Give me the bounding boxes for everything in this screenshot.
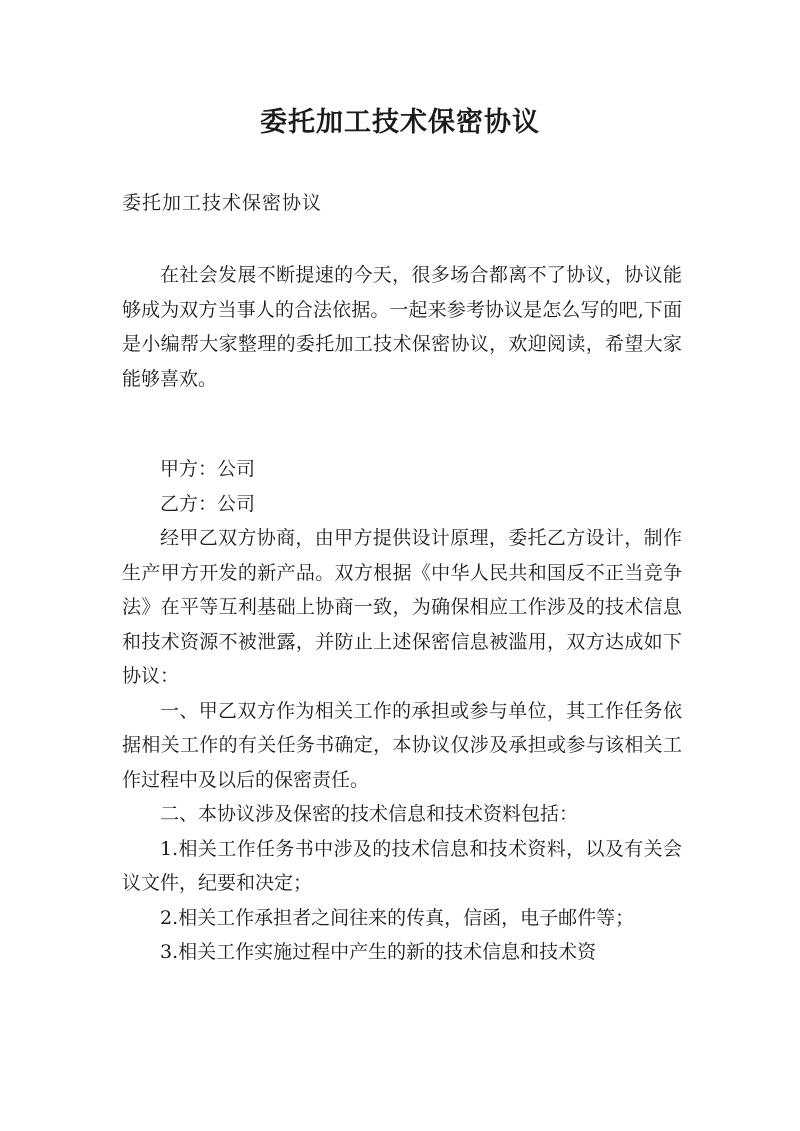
- intro-paragraph: 在社会发展不断提速的今天，很多场合都离不了协议，协议能够成为双方当事人的合法依据。一起来参考协议是怎么写的吧,下面是小编帮大家整理的委托加工技术保密协议，欢迎阅读，希望大家能够喜欢。: [122, 264, 682, 390]
- party-b-line: 乙方：公司: [160, 492, 256, 515]
- document-subtitle: 委托加工技术保密协议: [122, 192, 323, 214]
- agreement-body: [122, 452, 682, 970]
- preamble-paragraph: 经甲乙双方协商，由甲方提供设计原理，委托乙方设计，制作生产甲方开发的新产品。双方根据《中华人民共和国反不正当竞争法》在平等互利基础上协商一致，为确保相应工作涉及的技术信息和技术资源不被泄露，并防止上述保密信息被滥用，双方达成如下协议：: [122, 527, 682, 687]
- clause-one: 一、甲乙双方作为相关工作的承担或参与单位，其工作任务依据相关工作的有关任务书确定，本协议仅涉及承担或参与该相关工作过程中及以后的保密责任。: [122, 699, 682, 791]
- intro-section: [122, 258, 682, 396]
- clause-two-item-3: 3.相关工作实施过程中产生的新的技术信息和技术资: [160, 941, 597, 963]
- clause-two-item-2: 2.相关工作承担者之间往来的传真，信函，电子邮件等；: [160, 906, 635, 929]
- clause-two: 二、本协议涉及保密的技术信息和技术资料包括：: [160, 803, 579, 825]
- document-title: 委托加工技术保密协议: [260, 107, 540, 138]
- clause-two-item-1: 1.相关工作任务书中涉及的技术信息和技术资料，以及有关会议文件，纪要和决定；: [122, 837, 682, 894]
- party-a-line: 甲方：公司: [160, 458, 256, 480]
